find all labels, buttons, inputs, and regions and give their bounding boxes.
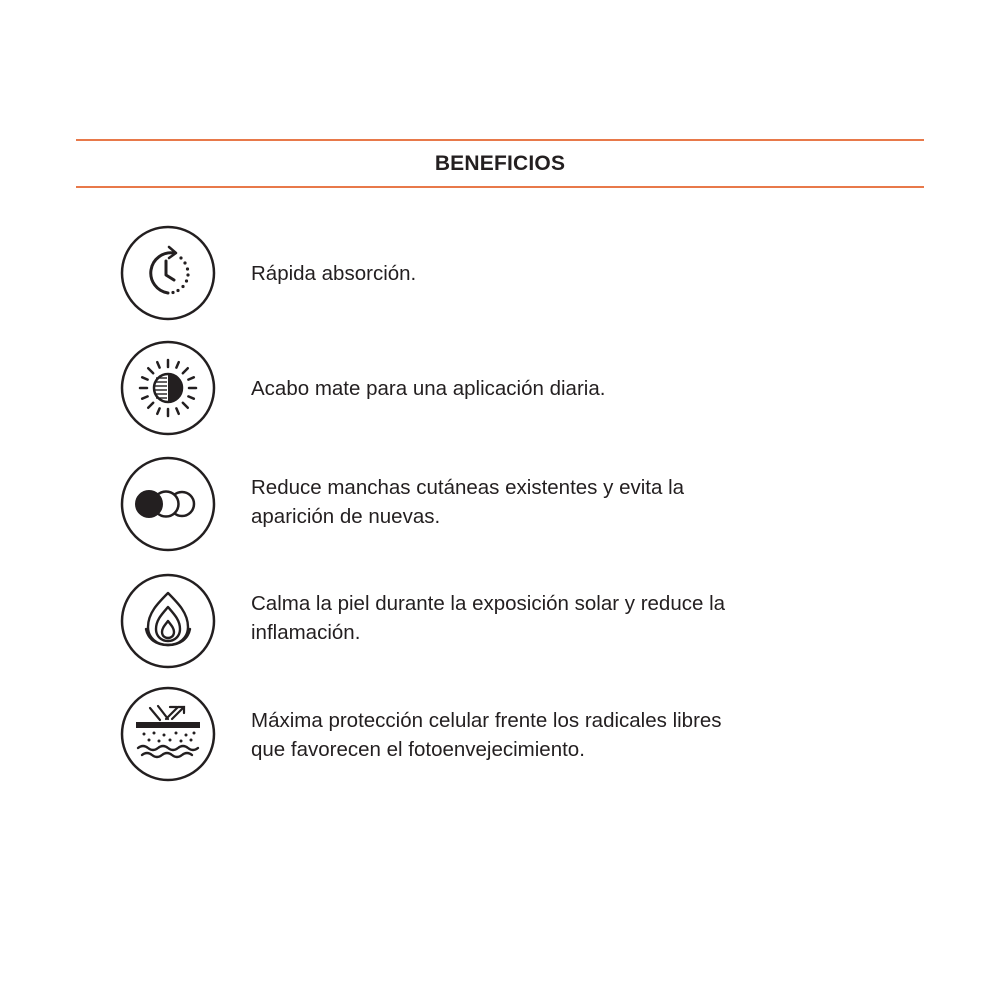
benefit-text [251, 473, 841, 531]
benefit-text-line: aparición de nuevas. [251, 505, 441, 528]
benefit-text-line: Calma la piel durante la exposición solar y reduce la [251, 592, 726, 615]
benefit-text-line: Reduce manchas cutáneas existentes y evita la [251, 476, 685, 499]
flame-leaf-icon [120, 573, 216, 669]
section-title: BENEFICIOS [434, 152, 566, 175]
benefit-item-fast-absorption [120, 225, 840, 325]
benefit-text-line: Rápida absorción. [251, 262, 417, 285]
bottom-divider [76, 186, 924, 188]
benefit-text-line: que favorecen el fotoenvejecimiento. [251, 738, 585, 761]
benefit-item-cell-protection [120, 686, 840, 786]
benefit-text-line: inflamación. [251, 621, 361, 644]
benefit-text [251, 259, 841, 288]
spots-icon [120, 456, 216, 552]
skin-protection-icon [120, 686, 216, 782]
benefit-text-line: Máxima protección celular frente los radicales libres [251, 709, 722, 732]
benefit-text [251, 589, 841, 647]
benefit-item-matte-finish [120, 340, 840, 440]
benefit-item-soothes-skin [120, 573, 840, 673]
top-divider [76, 139, 924, 141]
benefit-item-reduce-spots [120, 456, 840, 556]
benefit-text [251, 706, 841, 764]
benefit-text-line: Acabo mate para una aplicación diaria. [251, 377, 606, 400]
clock-icon [120, 225, 216, 321]
sun-half-icon [120, 340, 216, 436]
benefit-text [251, 374, 841, 403]
